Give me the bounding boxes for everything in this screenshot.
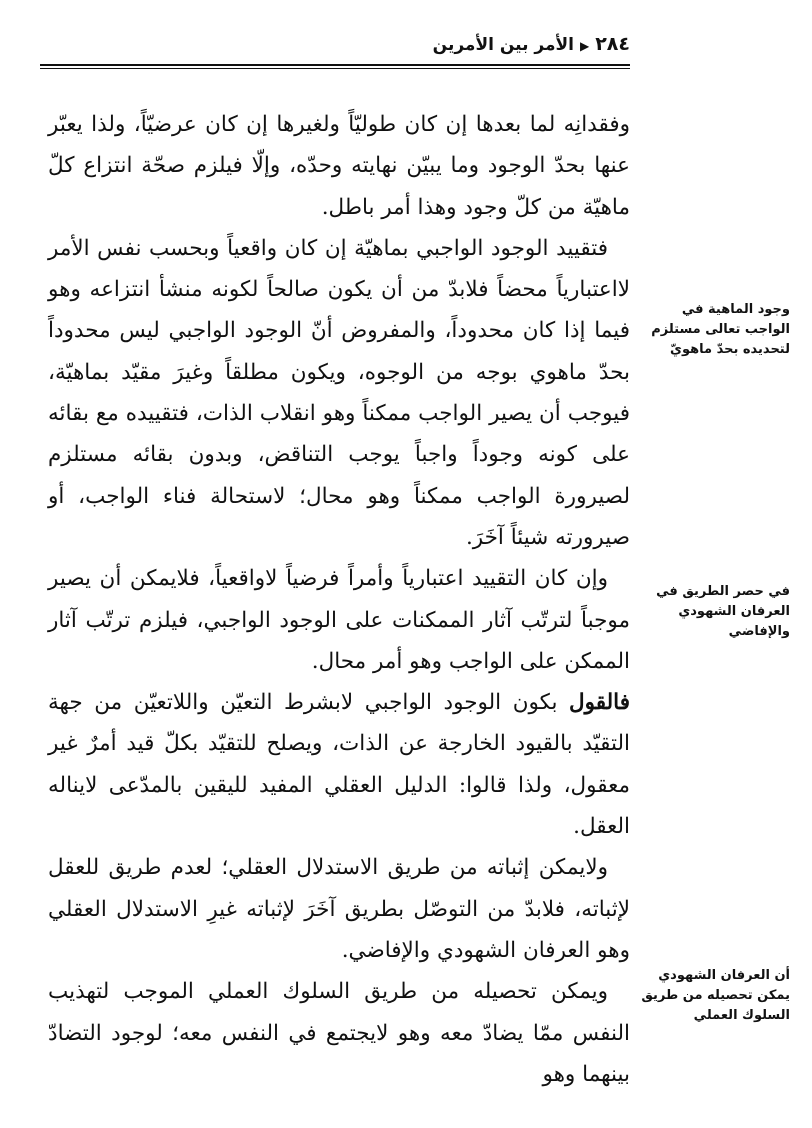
paragraph-4: فالقول بكون الوجود الواجبي لابشرط التعيّن واللاتعيّن من جهة التقيّد بالقيود الخارجة عن الذات، ويصلح للتقيّد بكلّ قيد أمرٌ غير معقول، ولذا قالوا: الدليل العقلي المفيد لليقين بالمدّعى لايناله العقل. — [48, 690, 630, 840]
paragraph-3: وإن كان التقييد اعتبارياً وأمراً فرضياً لاواقعياً، فلايمكن أن يصير موجباً لترتّب آثار الممكنات على الوجود الواجبي، فيلزم ترتّب آثار الممكن على الواجب وهو أمر محال. — [48, 566, 630, 674]
header-rule-thin — [40, 68, 630, 69]
running-header — [430, 30, 630, 58]
paragraph-6: ويمكن تحصيله من طريق السلوك العملي الموجب لتهذيب النفس ممّا يضادّ معه وهو لايجتمع في النفس معه؛ لوجود التضادّ بينهما وهو — [48, 979, 630, 1087]
main-text — [48, 104, 630, 1095]
paragraph-lead: فالقول — [569, 690, 630, 716]
header-triangle-icon: ▶ — [579, 39, 590, 53]
margin-note-2: في حصر الطريق في العرفان الشهودي والإفاضي — [656, 584, 790, 639]
header-rule-thick — [40, 64, 630, 66]
margin-note-1: وجود الماهية في الواجب تعالى مستلزم لتحديده بحدّ ماهويّ — [651, 302, 790, 357]
paragraph-2: فتقييد الوجود الواجبي بماهيّة إن كان واقعياً وبحسب نفس الأمر لااعتبارياً محضاً فلابدّ من أن يكون صالحاً لكونه منشأ انتزاعه وهو فيما إذا كان محدوداً، والمفروض أنّ الوجود الواجبي ليس محدوداً بحدّ ماهوي بوجه من الوجوه، ويكون مطلقاً وغيرَ مقيّد بماهيّة، فيوجب أن يصير الواجب ممكناً وهو انقلاب الذات، فتقييده مع بقائه على كونه وجوداً واجباً يوجب التناقض، وبدون بقائه مستلزم لصيرورة الواجب ممكناً وهو محال؛ لاستحالة فناء الواجب، أو صيرورته شيئاً آخَرَ. — [48, 235, 630, 550]
margin-note-3: أن العرفان الشهودي يمكن تحصيله من طريق السلوك العملي — [641, 968, 790, 1023]
paragraph-1: وفقدانِه لما بعدها إن كان طوليّاً ولغيرها إن كان عرضيّاً، ولذا يعبّر عنها بحدّ الوجود وما يبيّن نهايته وحدّه، وإلّا فيلزم صحّة انتزاع كلّ ماهيّة من كلّ وجود وهذا أمر باطل. — [48, 112, 630, 220]
running-title: الأمر بين الأمرين — [432, 35, 574, 55]
paragraph-5: ولايمكن إثباته من طريق الاستدلال العقلي؛ لعدم طريق للعقل لإثباته، فلابدّ من التوصّل بطريق آخَرَ لإثباته غيرِ الاستدلال العقلي وهو العرفان الشهودي والإفاضي. — [48, 855, 630, 963]
page-number: ٢٨٤ — [595, 33, 630, 55]
